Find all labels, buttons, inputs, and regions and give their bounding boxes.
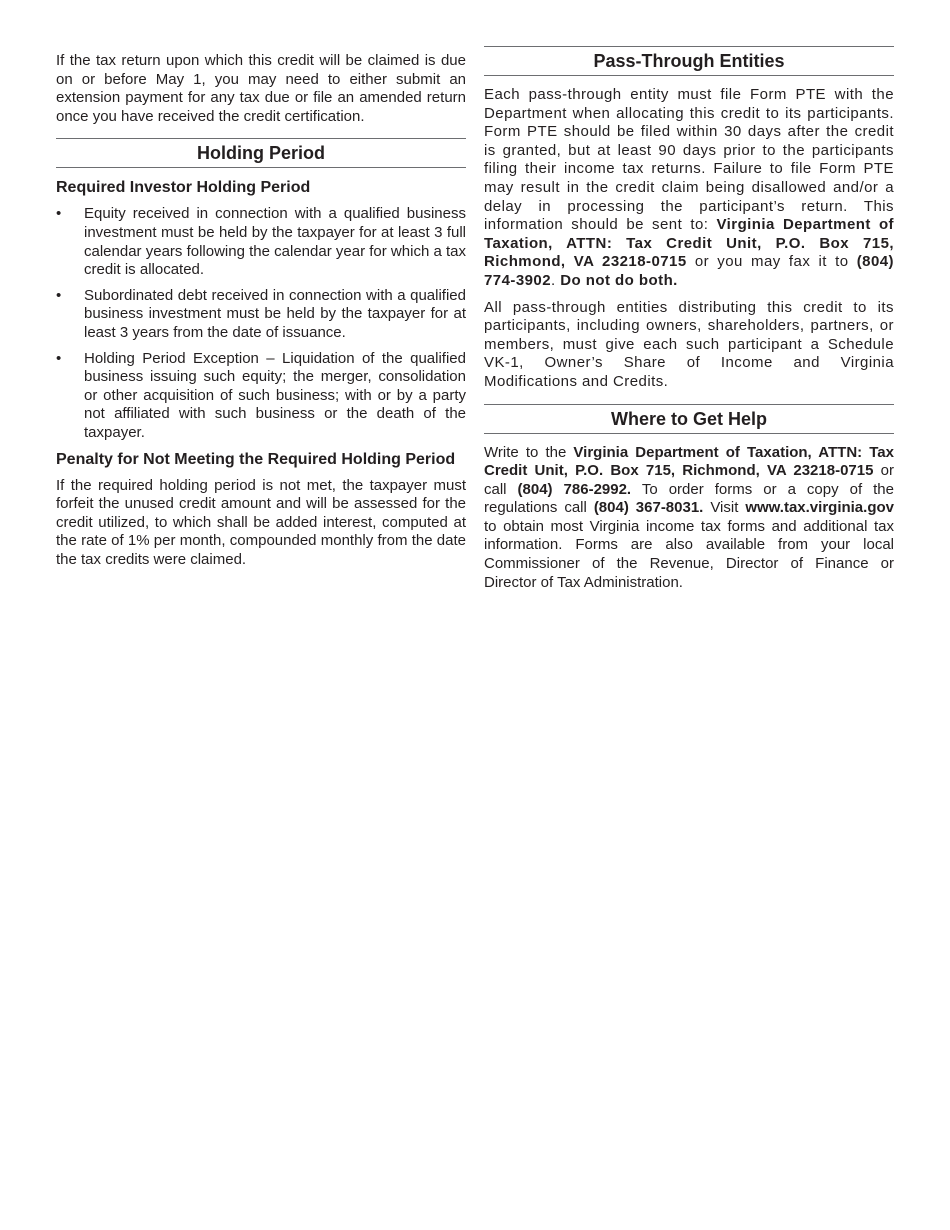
list-item-text: Subordinated debt received in connection with a qualified business investment must be held by the taxpayer for at least 3 years from the date of issuance. bbox=[84, 286, 466, 341]
pte-paragraph-2: All pass-through entities distributing this credit to its participants, including owners, shareholders, partners, or members, must give each such participant a Schedule VK-1, Owner’s Share of Income and Virginia Modifications and Credits. bbox=[484, 298, 894, 390]
help-text: to obtain most Virginia income tax forms and additional tax information. Forms are also available from your local Commissioner of the Revenue, Director of Finance or Director of Tax Administration. bbox=[484, 517, 894, 591]
help-address: Virginia Department of Taxation, ATTN: Tax Credit Unit, P.O. Box 715, Richmond, VA 23218-0715 bbox=[484, 443, 894, 480]
pte-fax-number: (804) 774-3902 bbox=[484, 253, 895, 289]
pte-mailing-address: Virginia Department of Taxation, ATTN: Tax Credit Unit, P.O. Box 715, Richmond, VA 23218-0715 bbox=[484, 216, 894, 271]
list-item-text: Holding Period Exception – Liquidation of the qualified business issuing such equity; the merger, consolidation or other acquisition of such business; with or by a party not affiliated with such business or the death of the taxpayer. bbox=[84, 349, 466, 441]
list-item bbox=[56, 350, 466, 443]
bullet-icon: • bbox=[56, 286, 62, 304]
holding-period-list bbox=[56, 205, 466, 442]
bullet-icon: • bbox=[56, 349, 62, 367]
penalty-paragraph: If the required holding period is not met, the taxpayer must forfeit the unused credit amount and will be assessed for the credit utilized, to which shall be added interest, computed at the rate of 1% per month, compounded monthly from the date the tax credits were claimed. bbox=[56, 476, 466, 568]
help-text: Visit bbox=[703, 499, 746, 517]
required-holding-subhead: Required Investor Holding Period bbox=[56, 179, 311, 197]
pass-through-heading: Pass-Through Entities bbox=[484, 46, 894, 76]
pte-punct: . bbox=[551, 271, 561, 289]
list-item bbox=[56, 287, 466, 343]
where-to-get-help-heading: Where to Get Help bbox=[484, 404, 894, 434]
pte-paragraph-1 bbox=[484, 86, 894, 291]
intro-paragraph: If the tax return upon which this credit will be claimed is due on or before May 1, you may need to either submit an extension payment for any tax due or file an amended return once you have received the credit certification. bbox=[56, 52, 466, 125]
holding-period-heading: Holding Period bbox=[56, 138, 466, 168]
website-link[interactable]: www.tax.virginia.gov bbox=[745, 499, 894, 517]
help-phone-1: (804) 786-2992. bbox=[517, 480, 632, 498]
bullet-icon: • bbox=[56, 205, 62, 223]
help-text: To order forms or a copy of the regulations call bbox=[484, 480, 894, 517]
pte-fax-lead: or you may fax it to bbox=[686, 253, 857, 271]
help-phone-2: (804) 367-8031. bbox=[593, 499, 704, 517]
penalty-subhead: Penalty for Not Meeting the Required Holding Period bbox=[56, 450, 456, 468]
help-paragraph bbox=[484, 444, 894, 593]
pte-text: Each pass-through entity must file Form PTE with the Department when allocating this credit to its participants. Form PTE should be filed within 30 days after the credit is granted, but at least 90 days prior to the participants filing their income tax returns. Failure to file Form PTE may result in the credit claim being disallowed and/or a delay in processing the participant’s return. This information should be sent to: bbox=[484, 86, 894, 234]
left-column bbox=[56, 52, 466, 577]
right-column bbox=[484, 46, 894, 600]
help-text: Write to the bbox=[484, 443, 574, 461]
list-item bbox=[56, 205, 466, 279]
help-text: or call bbox=[484, 462, 894, 498]
list-item-text: Equity received in connection with a qualified business investment must be held by the taxpayer for at least 3 full calendar years following the calendar year for which a tax credit is allocated. bbox=[84, 205, 466, 279]
pte-warning: Do not do both. bbox=[560, 271, 678, 289]
